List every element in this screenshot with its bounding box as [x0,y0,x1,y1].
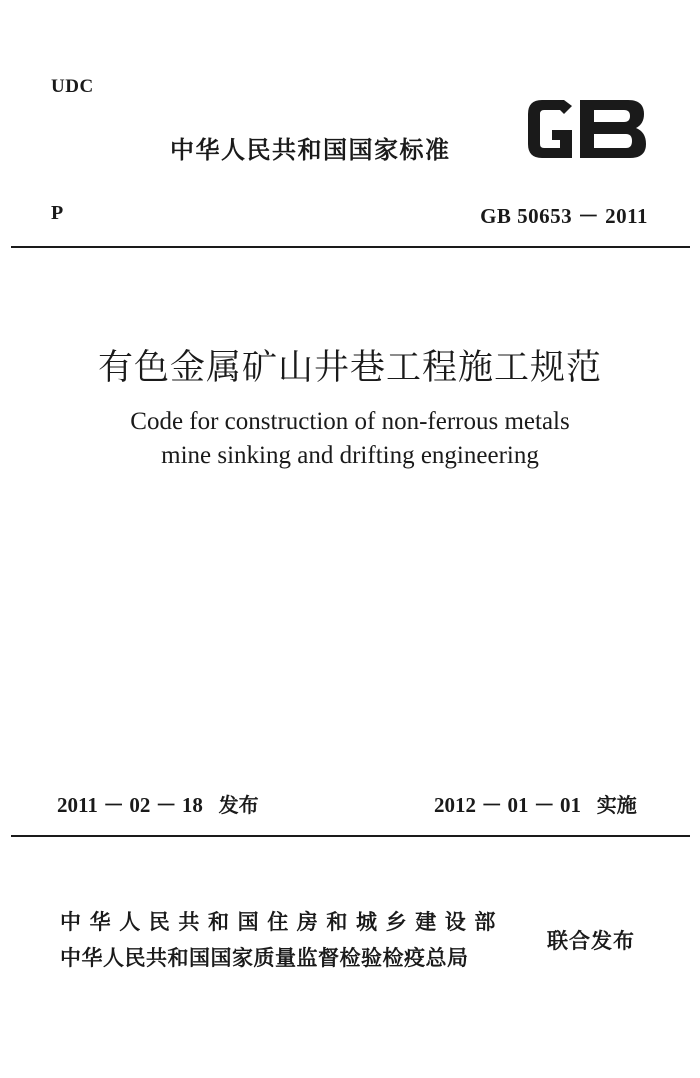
joint-issue-label: 联合发布 [547,929,635,953]
issue-label: 发布 [218,793,259,817]
gb-logo-icon [524,96,650,162]
header-divider [11,246,690,248]
title-chinese: 有色金属矿山井巷工程施工规范 [97,348,602,388]
issuer-aqsiq: 中华人民共和国国家质量监督检验检疫总局 [60,946,469,970]
issue-date-block [57,789,259,819]
issue-date: 2011 － 02 － 18 [57,793,203,817]
classification-code: P [51,202,64,224]
issuer-ministry: 中华人民共和国住房和城乡建设部 [60,910,504,934]
effective-label: 实施 [596,793,637,817]
footer-divider [11,835,690,837]
title-english-line2: mine sinking and drifting engineering [161,442,539,469]
title-english-line1: Code for construction of non-ferrous metals [130,408,570,435]
udc-label: UDC [51,76,94,97]
effective-date-block [434,789,637,819]
standard-type: 中华人民共和国国家标准 [170,136,451,164]
standard-code: GB 50653 － 2011 [480,204,648,228]
effective-date: 2012 － 01 － 01 [434,793,581,817]
